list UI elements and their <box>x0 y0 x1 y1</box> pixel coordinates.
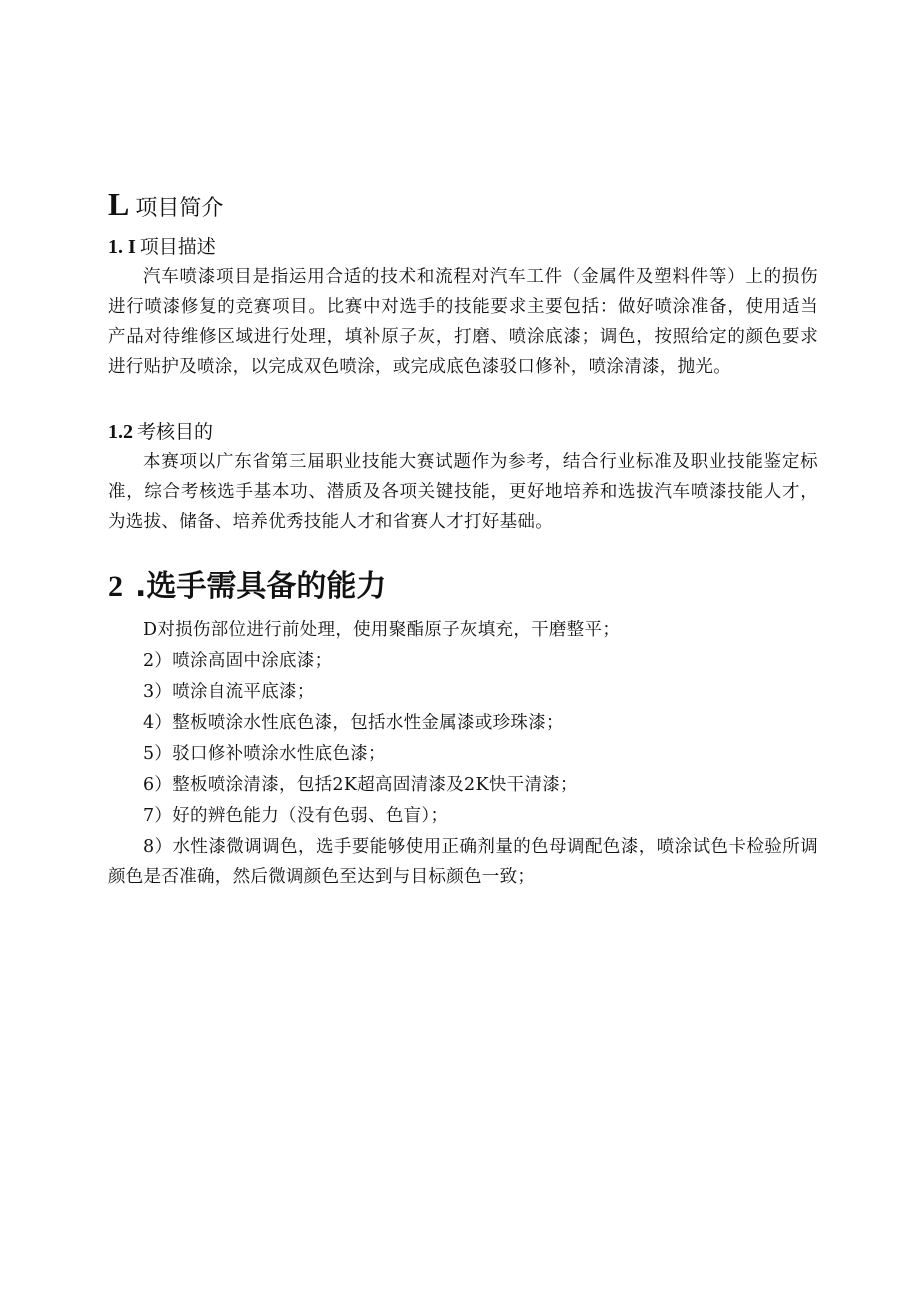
section-2-title: .选手需具备的能力 <box>135 569 387 604</box>
list-item: 6）整板喷涂清漆，包括2K超高固清漆及2K快干清漆； <box>143 775 578 795</box>
subsection-1-2-paragraph: 本赛项以广东省第三届职业技能大赛试题作为参考，结合行业标准及职业技能鉴定标准，综合考核选手基本功、潜质及各项关键技能，更好地培养和选拔汽车喷漆技能人才，为选拔、储备、培养优秀技能人才和省赛人才打好基础。 <box>108 452 818 532</box>
section-2-heading <box>108 565 818 609</box>
list-item: D对损伤部位进行前处理，使用聚酯原子灰填充，干磨整平； <box>143 620 621 640</box>
section-1-heading <box>108 186 818 227</box>
subsection-1-1-number: 1. I <box>108 236 136 258</box>
list-item: 5）驳口修补喷涂水性底色漆； <box>143 744 386 764</box>
ability-list <box>108 615 818 892</box>
document-content <box>108 186 818 893</box>
list-item: 4）整板喷涂水性底色漆，包括水性金属漆或珍珠漆； <box>143 713 564 733</box>
list-item: 7）好的辨色能力（没有色弱、色盲）； <box>143 806 449 826</box>
list-item: 3）喷涂自流平底漆； <box>143 682 315 702</box>
subsection-1-2-heading <box>108 416 818 447</box>
section-1-number: L <box>108 186 130 222</box>
list-item: 2）喷涂高固中涂底漆； <box>143 651 333 671</box>
section-2-number: 2 <box>108 570 123 603</box>
list-item: 8）水性漆微调调色，选手要能够使用正确剂量的色母调配色漆，喷涂试色卡检验所调颜色是否准确，然后微调颜色至达到与目标颜色一致； <box>108 837 818 887</box>
subsection-1-1-heading <box>108 231 818 262</box>
subsection-1-1-title: 项目描述 <box>139 236 216 258</box>
subsection-1-1-paragraph: 汽车喷漆项目是指运用合适的技术和流程对汽车工件（金属件及塑料件等）上的损伤进行喷漆修复的竞赛项目。比赛中对选手的技能要求主要包括：做好喷涂准备，使用适当产品对待维修区域进行处理，填补原子灰，打磨、喷涂底漆；调色，按照给定的颜色要求进行贴护及喷涂，以完成双色喷涂，或完成底色漆驳口修补，喷涂清漆，抛光。 <box>108 267 818 377</box>
spacer <box>108 382 818 416</box>
subsection-1-2-number: 1.2 <box>108 421 133 443</box>
subsection-1-2-title: 考核目的 <box>137 421 214 443</box>
section-1-title: 项目简介 <box>135 196 224 221</box>
